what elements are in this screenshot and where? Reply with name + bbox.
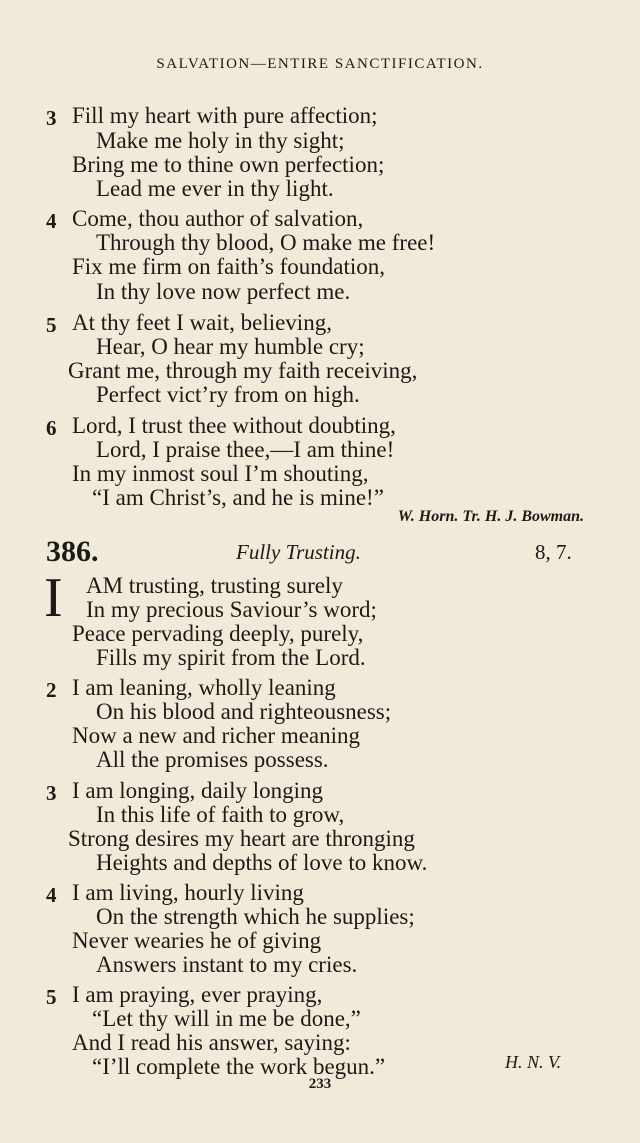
verse-line: I am longing, daily longing (72, 778, 324, 803)
verse-line: In this life of faith to grow, (96, 802, 345, 827)
verse-line: I am living, hourly living (72, 880, 304, 905)
verse-number: 3 (46, 781, 57, 805)
verse-line: Peace pervading deeply, purely, (72, 621, 364, 646)
verse-line: Through thy blood, O make me free! (96, 230, 436, 255)
verse-line: I am leaning, wholly leaning (72, 675, 336, 700)
verse-line: AM trusting, trusting surely (86, 573, 343, 598)
page-number: 233 (308, 1076, 332, 1092)
verse-line: “Let thy will in me be done,” (92, 1006, 361, 1031)
verse-line: At thy feet I wait, believing, (72, 310, 332, 335)
verse-line: Bring me to thine own perfection; (72, 152, 385, 177)
hymn-meter: 8, 7. (535, 540, 572, 564)
verse-line: Heights and depths of love to know. (96, 850, 428, 875)
verse-line: Never wearies he of giving (72, 928, 322, 953)
attribution: H. N. V. (505, 1052, 562, 1072)
verse-number: 4 (46, 209, 57, 233)
attribution: W. Horn. Tr. H. J. Bowman. (397, 508, 584, 525)
verse-number: 4 (46, 883, 57, 907)
verse-line: “I’ll complete the work begun.” (92, 1054, 386, 1079)
verse-number: 5 (46, 985, 57, 1009)
verse-number: 6 (46, 416, 57, 440)
verse-line: Answers instant to my cries. (96, 952, 358, 977)
verse-line: On the strength which he supplies; (96, 904, 415, 929)
verse-line: “I am Christ’s, and he is mine!” (92, 485, 384, 510)
verse-line: Hear, O hear my humble cry; (96, 334, 365, 359)
verse-line: I am praying, ever praying, (72, 982, 323, 1007)
verse-line: Lord, I praise thee,—I am thine! (96, 437, 395, 462)
verse-line: Lead me ever in thy light. (96, 176, 334, 201)
verse-line: Fix me firm on faith’s foundation, (72, 254, 386, 279)
verse-number: 3 (46, 106, 57, 130)
hymn-number: 386. (46, 535, 99, 568)
verse-line: Come, thou author of salvation, (72, 206, 364, 231)
verse-line: Lord, I trust thee without doubting, (72, 413, 396, 438)
verse-line: Strong desires my heart are thronging (68, 826, 415, 851)
verse-line: In my inmost soul I’m shouting, (72, 461, 369, 486)
verse-line: All the promises possess. (96, 747, 329, 772)
verse-line: Grant me, through my faith receiving, (68, 358, 418, 383)
verse-line: Fill my heart with pure affection; (72, 103, 378, 128)
drop-cap: I (44, 567, 63, 629)
verse-line: And I read his answer, saying: (72, 1030, 351, 1055)
hymn-title: Fully Trusting. (236, 540, 361, 564)
verse-line: On his blood and righteousness; (96, 699, 392, 724)
verse-line: Now a new and richer meaning (72, 723, 361, 748)
page-header: SALVATION—ENTIRE SANCTIFICATION. (156, 56, 484, 72)
verse-line: Perfect vict’ry from on high. (96, 382, 360, 407)
verse-number: 2 (46, 678, 57, 702)
verse-line: Fills my spirit from the Lord. (96, 645, 366, 670)
verse-line: Make me holy in thy sight; (96, 128, 345, 153)
verse-line: In thy love now perfect me. (96, 279, 351, 304)
verse-number: 5 (46, 313, 57, 337)
verse-line: In my precious Saviour’s word; (86, 597, 377, 622)
